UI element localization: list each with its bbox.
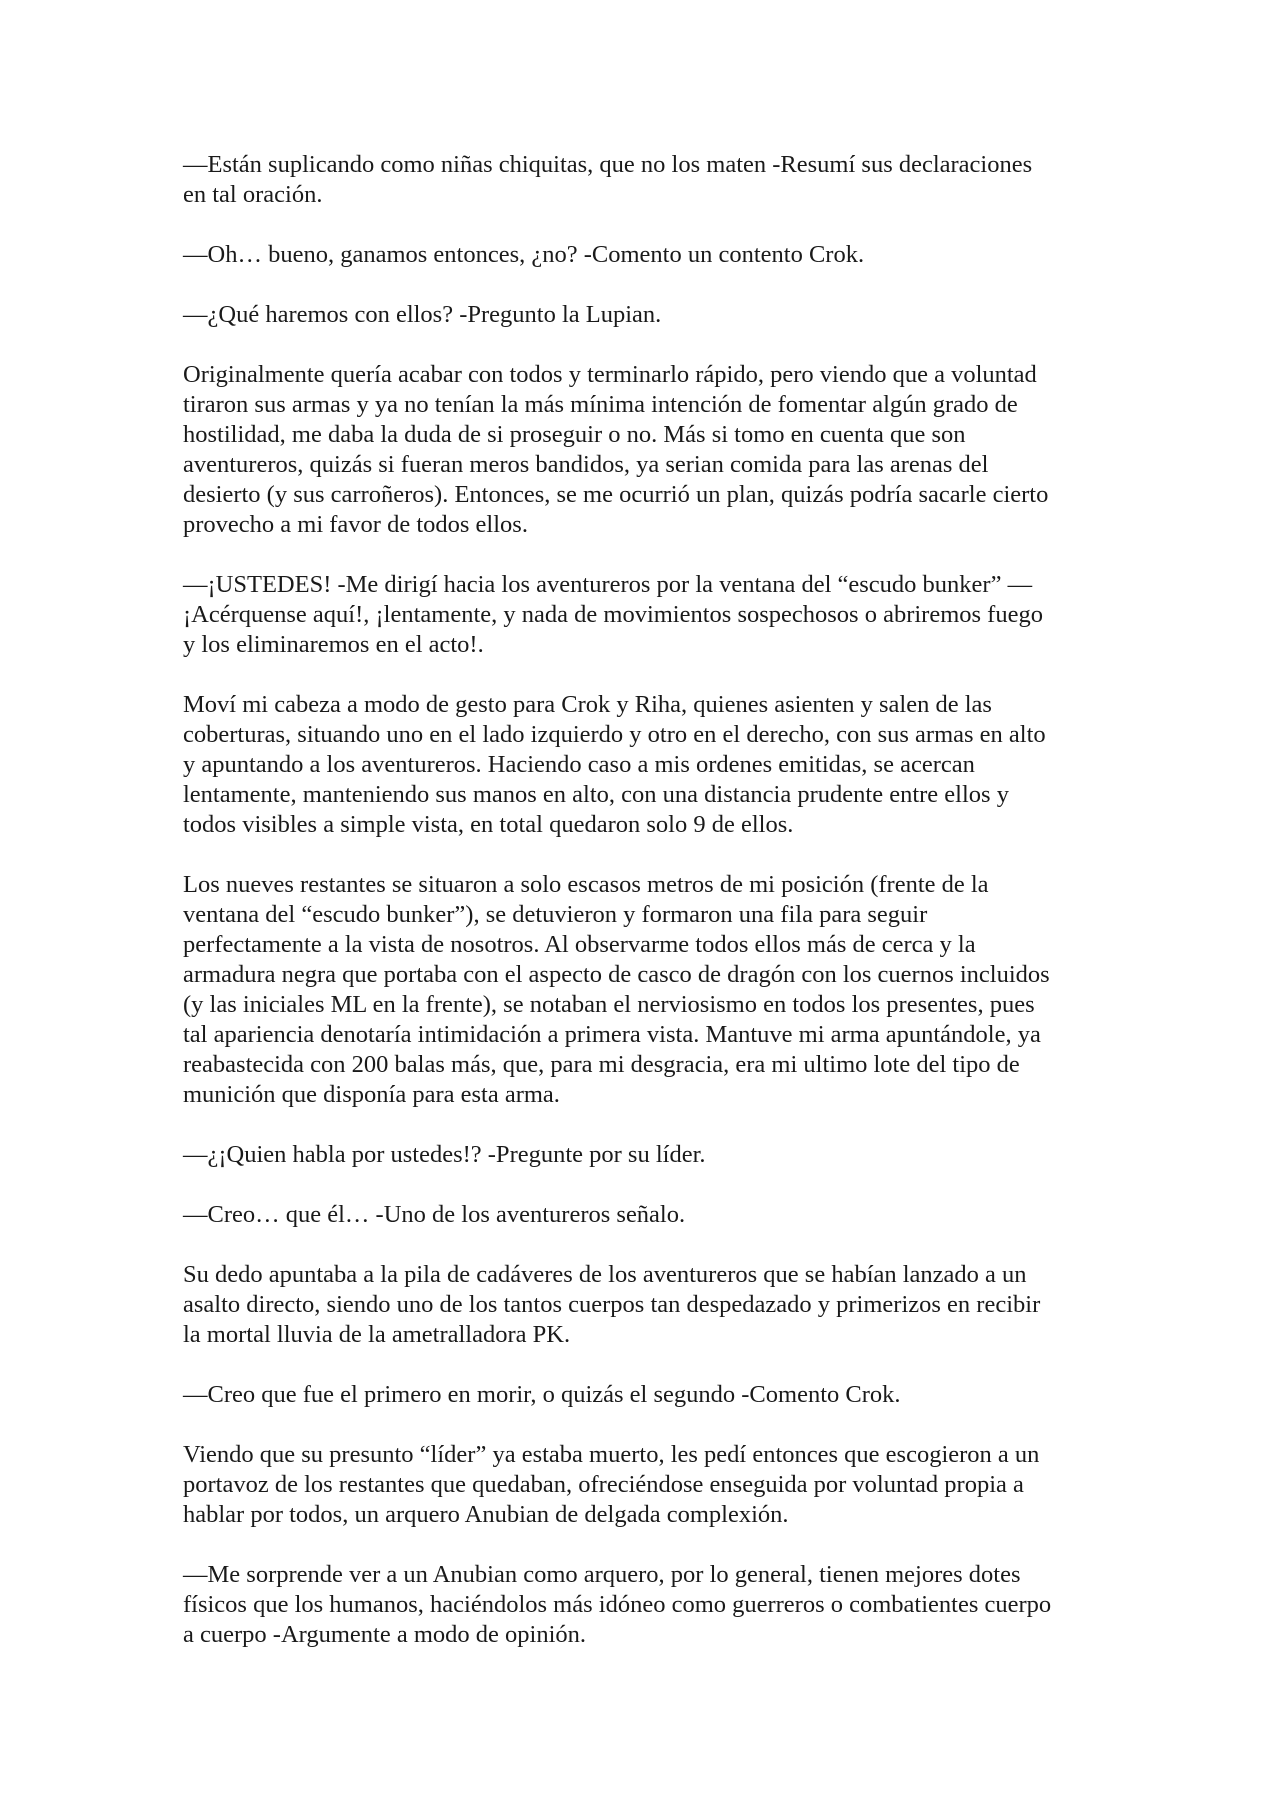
paragraph (183, 1560, 1103, 1650)
text-line: y apuntando a los aventureros. Haciendo caso a mis ordenes emitidas, se acercan (183, 751, 975, 778)
text-line: lentamente, manteniendo sus manos en alto, con una distancia prudente entre ellos y (183, 781, 1009, 808)
text-line: tal apariencia denotaría intimidación a primera vista. Mantuve mi arma apuntándole, ya (183, 1021, 1041, 1048)
text-line: —Oh… bueno, ganamos entonces, ¿no? -Comento un contento Crok. (183, 241, 865, 268)
text-line: armadura negra que portaba con el aspecto de casco de dragón con los cuernos incluidos (183, 961, 1050, 988)
paragraph (183, 150, 1103, 210)
paragraph (183, 1440, 1103, 1530)
text-line: —¡USTEDES! -Me dirigí hacia los aventureros por la ventana del “escudo bunker” — (183, 571, 1033, 598)
paragraph (183, 690, 1103, 840)
text-line: —Están suplicando como niñas chiquitas, que no los maten -Resumí sus declaraciones (183, 151, 1033, 178)
paragraph (183, 570, 1103, 660)
text-line: ventana del “escudo bunker”), se detuvieron y formaron una fila para seguir (183, 901, 928, 928)
text-line: a cuerpo -Argumente a modo de opinión. (183, 1621, 587, 1648)
text-line: munición que disponía para esta arma. (183, 1081, 560, 1108)
text-line: todos visibles a simple vista, en total quedaron solo 9 de ellos. (183, 811, 794, 838)
paragraph (183, 1200, 1103, 1230)
text-line: —¿¡Quien habla por ustedes!? -Pregunte por su líder. (183, 1141, 706, 1168)
text-line: la mortal lluvia de la ametralladora PK. (183, 1321, 571, 1348)
text-line: ¡Acérquense aquí!, ¡lentamente, y nada de movimientos sospechosos o abriremos fuego (183, 601, 1043, 628)
document-body (183, 150, 1103, 1680)
text-line: perfectamente a la vista de nosotros. Al observarme todos ellos más de cerca y la (183, 931, 976, 958)
text-line: tiraron sus armas y ya no tenían la más mínima intención de fomentar algún grado de (183, 391, 1018, 418)
text-line: —Me sorprende ver a un Anubian como arquero, por lo general, tienen mejores dotes (183, 1561, 1021, 1588)
text-line: asalto directo, siendo uno de los tantos cuerpos tan despedazado y primerizos en recibir (183, 1291, 1041, 1318)
text-line: —Creo que fue el primero en morir, o quizás el segundo -Comento Crok. (183, 1381, 901, 1408)
text-line: hostilidad, me daba la duda de si proseguir o no. Más si tomo en cuenta que son (183, 421, 966, 448)
text-line: —¿Qué haremos con ellos? -Pregunto la Lupian. (183, 301, 662, 328)
text-line: aventureros, quizás si fueran meros bandidos, ya serian comida para las arenas del (183, 451, 989, 478)
text-line: en tal oración. (183, 181, 323, 208)
text-line: Los nueves restantes se situaron a solo escasos metros de mi posición (frente de la (183, 871, 989, 898)
text-line: portavoz de los restantes que quedaban, ofreciéndose enseguida por voluntad propia a (183, 1471, 1024, 1498)
text-line: desierto (y sus carroñeros). Entonces, se me ocurrió un plan, quizás podría sacarle cierto (183, 481, 1049, 508)
text-line: Originalmente quería acabar con todos y terminarlo rápido, pero viendo que a voluntad (183, 361, 1037, 388)
paragraph (183, 240, 1103, 270)
paragraph (183, 870, 1103, 1110)
paragraph (183, 360, 1103, 540)
paragraph (183, 300, 1103, 330)
text-line: provecho a mi favor de todos ellos. (183, 511, 528, 538)
paragraph (183, 1140, 1103, 1170)
paragraph (183, 1380, 1103, 1410)
text-line: coberturas, situando uno en el lado izquierdo y otro en el derecho, con sus armas en alto (183, 721, 1046, 748)
text-line: físicos que los humanos, haciéndolos más idóneo como guerreros o combatientes cuerpo (183, 1591, 1052, 1618)
text-line: —Creo… que él… -Uno de los aventureros señalo. (183, 1201, 686, 1228)
paragraph (183, 1260, 1103, 1350)
text-line: (y las iniciales ML en la frente), se notaban el nerviosismo en todos los presentes, pues (183, 991, 1035, 1018)
text-line: Moví mi cabeza a modo de gesto para Crok y Riha, quienes asienten y salen de las (183, 691, 992, 718)
text-line: hablar por todos, un arquero Anubian de delgada complexión. (183, 1501, 789, 1528)
text-line: y los eliminaremos en el acto!. (183, 631, 484, 658)
text-line: reabastecida con 200 balas más, que, para mi desgracia, era mi ultimo lote del tipo de (183, 1051, 1020, 1078)
text-line: Viendo que su presunto “líder” ya estaba muerto, les pedí entonces que escogieron a un (183, 1441, 1040, 1468)
text-line: Su dedo apuntaba a la pila de cadáveres de los aventureros que se habían lanzado a un (183, 1261, 1027, 1288)
